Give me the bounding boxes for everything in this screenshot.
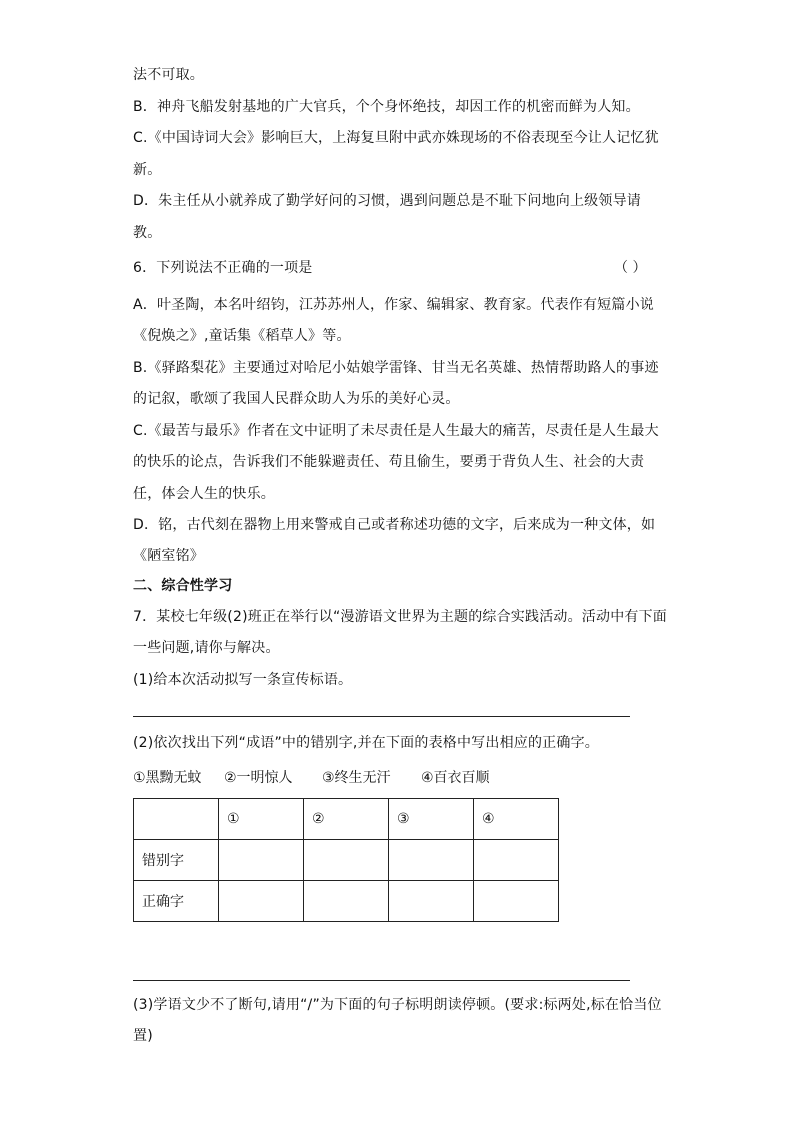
option-c-q5: C.《中国诗词大会》影响巨大，上海复旦附中武亦姝现场的不俗表现至今让人记忆犹 <box>133 130 659 146</box>
answer-cell[interactable] <box>474 881 559 922</box>
text-line: 教。 <box>133 225 162 241</box>
text-line: 的快乐的论点，告诉我们不能躲避责任、苟且偷生，要勇于背负人生、社会的大责 <box>133 454 645 470</box>
section-heading: 二、综合性学习 <box>133 578 233 594</box>
text-line: 任，体会人生的快乐。 <box>133 486 275 502</box>
idiom-item: ①黑黝无蚊 <box>133 770 202 786</box>
answer-cell[interactable] <box>474 840 559 881</box>
table-cell <box>134 799 219 840</box>
option-a-q6: A．叶圣陶，本名叶绍钧，江苏苏州人，作家、编辑家、教育家。代表作有短篇小说 <box>133 297 654 313</box>
option-b-q6: B.《驿路梨花》主要通过对哈尼小姑娘学雷锋、甘当无名英雄、热情帮助路人的事迹 <box>133 360 659 376</box>
sub-question-3: (3)学语文少不了断句,请用“/”为下面的句子标明朗读停顿。(要求:标两处,标在恰当位 <box>133 997 662 1013</box>
question-7-stem: 7．某校七年级(2)班正在举行以“漫游语文世界为主题的综合实践活动。活动中有下面 <box>133 609 667 625</box>
idiom-item: ③终生无汗 <box>322 770 391 786</box>
idiom-item: ④百衣百顺 <box>421 770 490 786</box>
answer-cell[interactable] <box>304 881 389 922</box>
table-header-cell: ③ <box>389 799 474 840</box>
option-d-q6: D．铭，古代刻在器物上用来警戒自己或者称述功德的文字，后来成为一种文体，如 <box>133 517 656 533</box>
question-6-stem: 6．下列说法不正确的一项是 <box>133 260 313 276</box>
idiom-list <box>133 768 490 788</box>
sub-question-2: (2)依次找出下列“成语”中的错别字,并在下面的表格中写出相应的正确字。 <box>133 735 599 751</box>
table-header-cell: ② <box>304 799 389 840</box>
option-c-q6: C.《最苦与最乐》作者在文中证明了未尽责任是人生最大的痛苦，尽责任是人生最大 <box>133 423 659 439</box>
table-header-row <box>134 799 559 840</box>
table-header-cell: ① <box>219 799 304 840</box>
table-row <box>134 881 559 922</box>
text-line: 《陋室铭》 <box>133 548 204 564</box>
text-line: 《倪焕之》,童话集《稻草人》等。 <box>133 328 351 344</box>
answer-cell[interactable] <box>219 881 304 922</box>
answer-cell[interactable] <box>389 881 474 922</box>
text-line: 新。 <box>133 162 162 178</box>
answer-table <box>133 798 559 922</box>
answer-cell[interactable] <box>304 840 389 881</box>
option-d-q5: D．朱主任从小就养成了勤学好问的习惯，遇到问题总是不耻下问地向上级领导请 <box>133 193 641 209</box>
row-label: 正确字 <box>134 881 219 922</box>
text-line: 的记叙，歌颂了我国人民群众助人为乐的美好心灵。 <box>133 391 460 407</box>
text-line: 法不可取。 <box>133 67 204 83</box>
idiom-item: ②一明惊人 <box>224 770 293 786</box>
answer-cell[interactable] <box>219 840 304 881</box>
answer-bracket: （ ） <box>614 260 647 276</box>
text-line: 置) <box>133 1028 153 1044</box>
table-row <box>134 840 559 881</box>
answer-cell[interactable] <box>389 840 474 881</box>
text-line: 一些问题,请你与解决。 <box>133 640 280 656</box>
sub-question-1: (1)给本次活动拟写一条宣传标语。 <box>133 672 353 688</box>
row-label: 错别字 <box>134 840 219 881</box>
answer-line-1[interactable] <box>133 716 630 717</box>
option-b-q5: B．神舟飞船发射基地的广大官兵，个个身怀绝技，却因工作的机密而鲜为人知。 <box>133 99 640 115</box>
answer-line-2[interactable] <box>133 980 630 981</box>
table-header-cell: ④ <box>474 799 559 840</box>
